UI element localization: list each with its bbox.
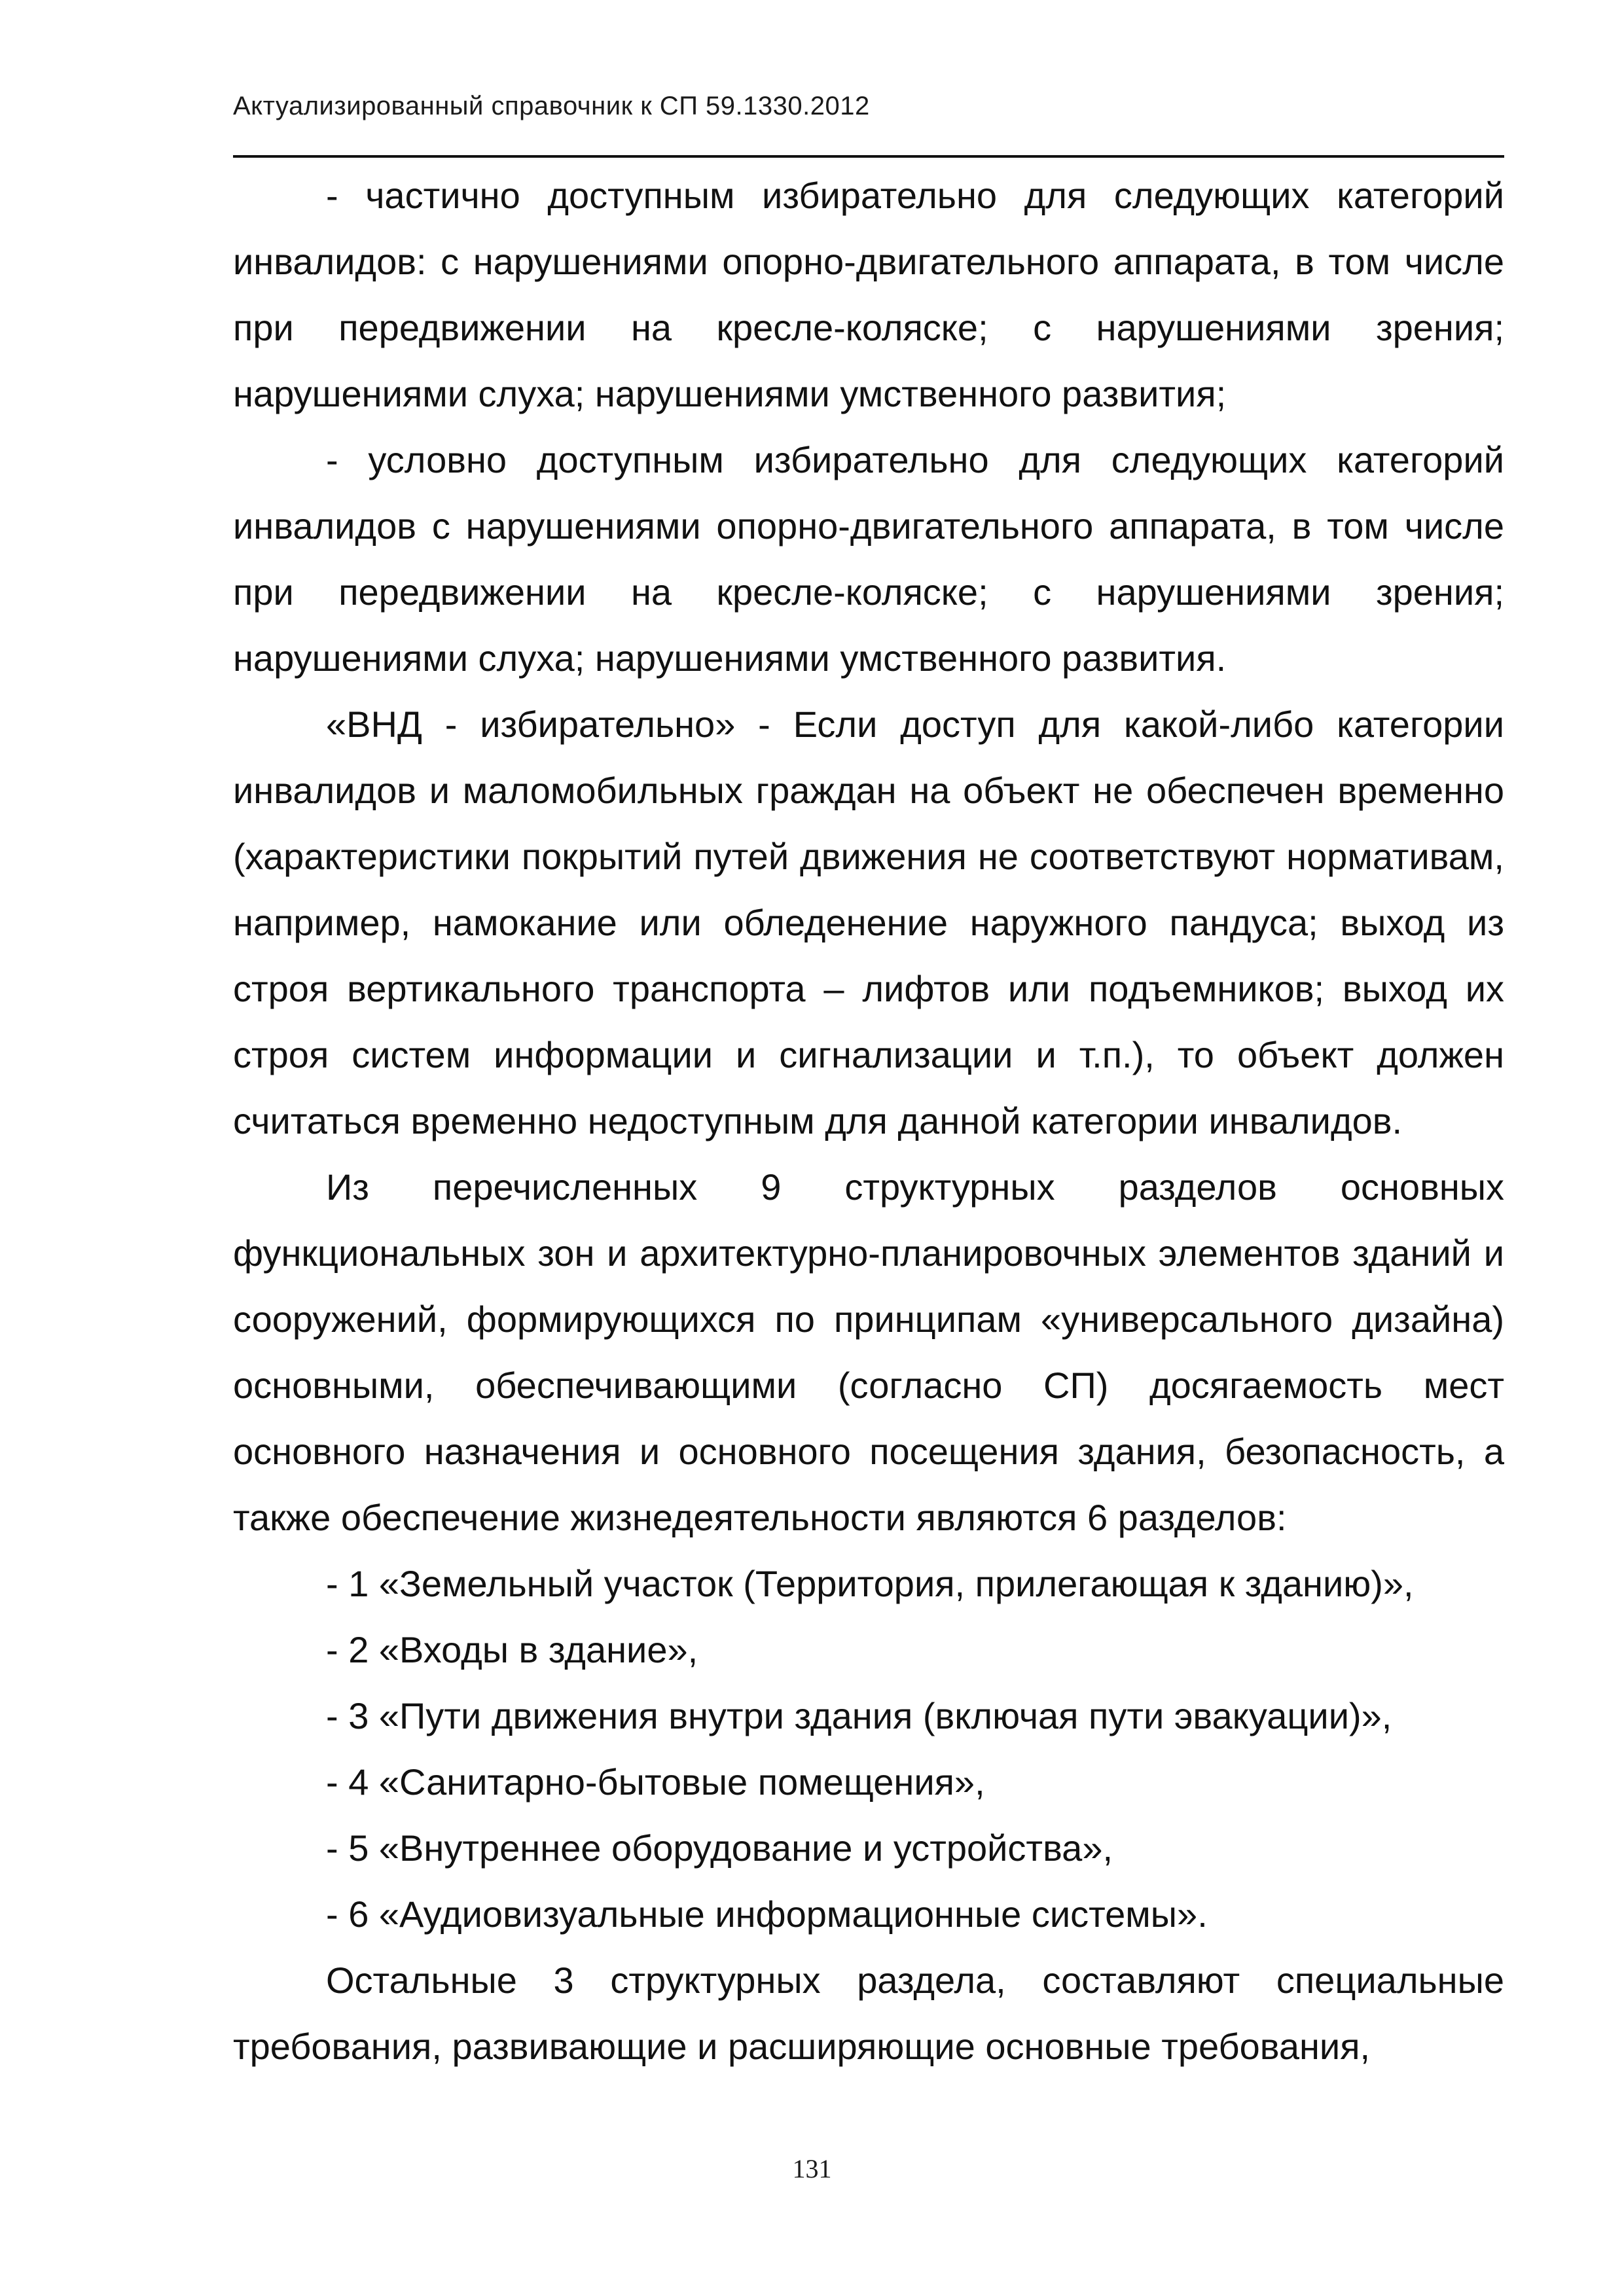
page-number: 131 xyxy=(792,2154,832,2183)
header-divider xyxy=(233,155,1504,158)
paragraph-conditionally-accessible: - условно доступным избирательно для следующих категорий инвалидов с нарушениями опорно-двигательного аппарата, в том числе при передвижении на кресле-коляске; с нарушениями зрения; нарушениями слуха; нарушениями умственного развития. xyxy=(233,439,1504,679)
list-item-section-2: - 2 «Входы в здание», xyxy=(326,1629,698,1670)
running-header: Актуализированный справочник к СП 59.1330.2012 xyxy=(233,92,870,120)
document-body xyxy=(233,162,1504,2079)
list-item-section-3: - 3 «Пути движения внутри здания (включая пути эвакуации)», xyxy=(326,1695,1392,1736)
list-item-section-5: - 5 «Внутреннее оборудование и устройства», xyxy=(326,1827,1113,1869)
list-item-section-4: - 4 «Санитарно-бытовые помещения», xyxy=(326,1761,985,1803)
list-item-section-1: - 1 «Земельный участок (Территория, прилегающая к зданию)», xyxy=(326,1563,1414,1604)
paragraph-partially-accessible: - частично доступным избирательно для следующих категорий инвалидов: с нарушениями опорно-двигательного аппарата, в том числе при передвижении на кресле-коляске; с нарушениями зрения; нарушениями слуха; нарушениями умственного развития; xyxy=(233,175,1504,414)
list-item-section-6: - 6 «Аудиовизуальные информационные системы». xyxy=(326,1893,1208,1935)
paragraph-vnd-selective: «ВНД - избирательно» - Если доступ для какой-либо категории инвалидов и маломобильных граждан на объект не обеспечен временно (характеристики покрытий путей движения не соответствуют нормативам, например, намокание или обледенение наружного пандуса; выход из строя вертикального транспорта – лифтов или подъемников; выход их строя систем информации и сигнализации и т.п.), то объект должен считаться временно недоступным для данной категории инвалидов. xyxy=(233,704,1504,1141)
paragraph-structural-sections: Из перечисленных 9 структурных разделов основных функциональных зон и архитектурно-планировочных элементов зданий и сооружений, формирующихся по принципам «универсального дизайна) основными, обеспечивающими (согласно СП) досягаемость мест основного назначения и основного посещения здания, безопасность, а также обеспечение жизнедеятельности являются 6 разделов: xyxy=(233,1166,1504,1538)
paragraph-remaining-sections: Остальные 3 структурных раздела, составляют специальные требования, развивающие и расширяющие основные требования, xyxy=(233,1960,1504,2067)
